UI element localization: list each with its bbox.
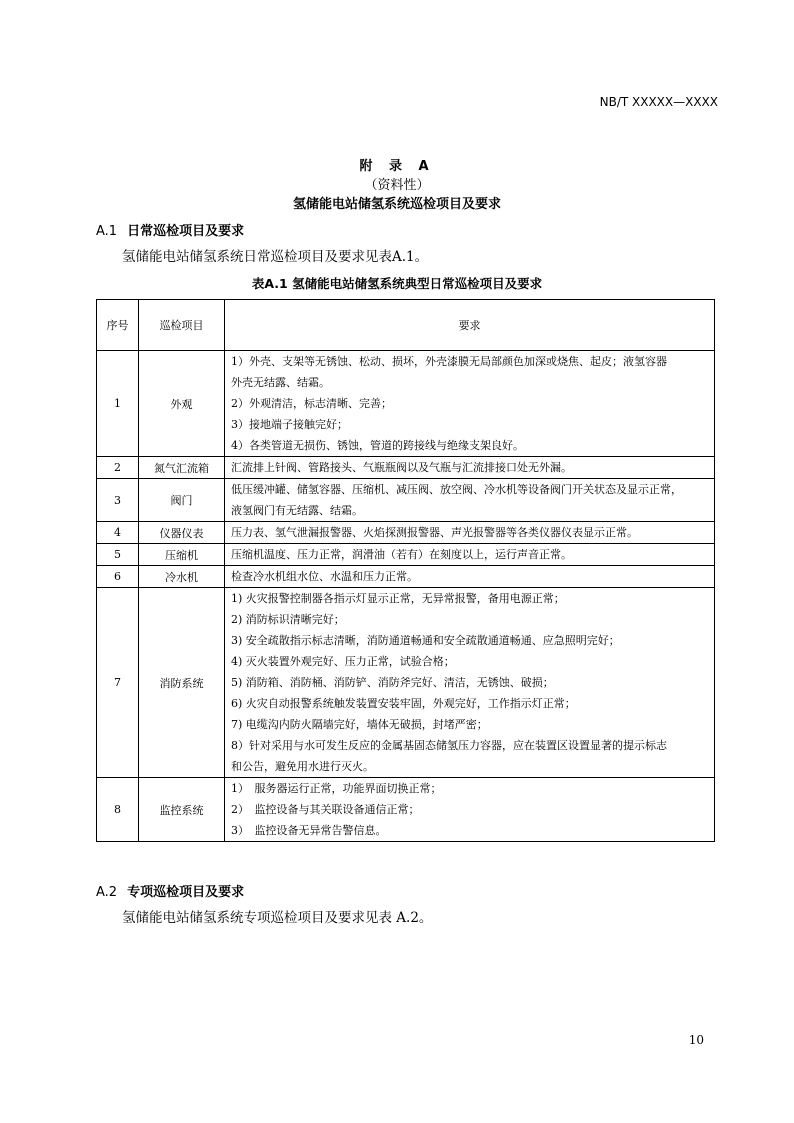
requirement-line: 1) 火灾报警控制器各指示灯显示正常，无异常报警，备用电源正常； bbox=[231, 592, 565, 605]
standard-code: NB/T XXXXX—XXXX bbox=[599, 95, 718, 109]
row-item: 氮气汇流箱 bbox=[139, 457, 225, 479]
header-seq: 序号 bbox=[97, 300, 139, 351]
row-number: 6 bbox=[97, 566, 139, 588]
row-number: 4 bbox=[97, 522, 139, 544]
row-number: 1 bbox=[97, 351, 139, 457]
row-item: 阀门 bbox=[139, 479, 225, 522]
row-number: 8 bbox=[97, 778, 139, 842]
requirement-line: 1） 服务器运行正常，功能界面切换正常； bbox=[231, 782, 442, 795]
requirement-line: 3) 安全疏散指示标志清晰，消防通道畅通和安全疏散通道畅通、应急照明完好； bbox=[231, 634, 620, 647]
requirement-line: 压缩机温度、压力正常，润滑油（若有）在刻度以上，运行声音正常。 bbox=[231, 548, 572, 561]
requirement-line: 压力表、氢气泄漏报警器、火焰探测报警器、声光报警器等各类仪器仪表显示正常。 bbox=[231, 526, 638, 539]
inspection-table bbox=[96, 299, 715, 842]
table-row bbox=[97, 351, 715, 457]
table-row bbox=[97, 479, 715, 522]
row-requirement bbox=[225, 457, 715, 479]
requirement-line: 液氢阀门有无结露、结霜。 bbox=[231, 504, 363, 517]
requirement-line: 检查冷水机组水位、水温和压力正常。 bbox=[231, 570, 418, 583]
requirement-line: 4) 灭火装置外观完好、压力正常，试验合格； bbox=[231, 655, 455, 668]
header-item: 巡检项目 bbox=[139, 300, 225, 351]
row-number: 7 bbox=[97, 588, 139, 778]
requirement-line: 低压缓冲罐、储氢容器、压缩机、减压阀、放空阀、冷水机等设备阀门开关状态及显示正常， bbox=[231, 483, 682, 496]
row-requirement bbox=[225, 522, 715, 544]
header-requirement: 要求 bbox=[225, 300, 715, 351]
section-a2-heading bbox=[96, 881, 244, 900]
section-a1-heading bbox=[96, 220, 244, 239]
row-item: 冷水机 bbox=[139, 566, 225, 588]
table-row bbox=[97, 457, 715, 479]
row-requirement bbox=[225, 566, 715, 588]
requirement-line: 和公告，避免用水进行灭火。 bbox=[231, 760, 374, 773]
section-a1-title: 日常巡检项目及要求 bbox=[127, 224, 245, 239]
table-row bbox=[97, 544, 715, 566]
requirement-line: 外壳无结露、结霜。 bbox=[231, 376, 330, 389]
section-a2-title: 专项巡检项目及要求 bbox=[127, 885, 245, 900]
row-item: 外观 bbox=[139, 351, 225, 457]
page-number: 10 bbox=[688, 1033, 704, 1047]
row-requirement bbox=[225, 588, 715, 778]
annex-main-title: 氢储能电站储氢系统巡检项目及要求 bbox=[292, 197, 501, 212]
requirement-line: 2）外观清洁，标志清晰、完善； bbox=[231, 397, 392, 410]
row-item: 监控系统 bbox=[139, 778, 225, 842]
requirement-line: 2) 消防标识清晰完好； bbox=[231, 613, 345, 626]
table-row bbox=[97, 588, 715, 778]
requirement-line: 4）各类管道无损伤、锈蚀，管道的跨接线与绝缘支架良好。 bbox=[231, 439, 524, 452]
table-row bbox=[97, 778, 715, 842]
requirement-line: 汇流排上针阀、管路接头、气瓶瓶阀以及气瓶与汇流排接口处无外漏。 bbox=[231, 461, 572, 474]
table-row bbox=[97, 522, 715, 544]
row-requirement bbox=[225, 778, 715, 842]
requirement-line: 2） 监控设备与其关联设备通信正常； bbox=[231, 803, 420, 816]
row-item: 消防系统 bbox=[139, 588, 225, 778]
section-a1-paragraph: 氢储能电站储氢系统日常巡检项目及要求见表A.1。 bbox=[122, 249, 429, 265]
row-item: 压缩机 bbox=[139, 544, 225, 566]
row-requirement bbox=[225, 351, 715, 457]
row-number: 2 bbox=[97, 457, 139, 479]
row-number: 3 bbox=[97, 479, 139, 522]
annex-title: 附 录 A bbox=[359, 159, 435, 174]
table-row bbox=[97, 566, 715, 588]
row-requirement bbox=[225, 544, 715, 566]
requirement-line: 3） 监控设备无异常告警信息。 bbox=[231, 824, 387, 837]
requirement-line: 6) 火灾自动报警系统触发装置安装牢固，外观完好，工作指示灯正常； bbox=[231, 697, 576, 710]
section-a2-paragraph: 氢储能电站储氢系统专项巡检项目及要求见表 A.2。 bbox=[122, 910, 433, 926]
requirement-line: 1）外壳、支架等无锈蚀、松动、损坏，外壳漆膜无局部颜色加深或烧焦、起皮；液氢容器 bbox=[231, 355, 667, 368]
requirement-line: 5) 消防箱、消防桶、消防铲、消防斧完好、清洁，无锈蚀、破损； bbox=[231, 676, 554, 689]
table-caption: 表A.1 氢储能电站储氢系统典型日常巡检项目及要求 bbox=[251, 276, 543, 291]
section-a2-number: A.2 bbox=[96, 885, 118, 900]
annex-nature: （资料性） bbox=[364, 178, 430, 193]
row-item: 仪器仪表 bbox=[139, 522, 225, 544]
requirement-line: 3）接地端子接触完好； bbox=[231, 418, 348, 431]
annex-heading bbox=[0, 157, 794, 214]
row-number: 5 bbox=[97, 544, 139, 566]
table-header-row bbox=[97, 300, 715, 351]
requirement-line: 7) 电缆沟内防火隔墙完好，墙体无破损，封堵严密； bbox=[231, 718, 488, 731]
requirement-line: 8）针对采用与水可发生反应的金属基固态储氢压力容器，应在装置区设置显著的提示标志 bbox=[231, 739, 667, 752]
section-a1-number: A.1 bbox=[96, 224, 118, 239]
row-requirement bbox=[225, 479, 715, 522]
